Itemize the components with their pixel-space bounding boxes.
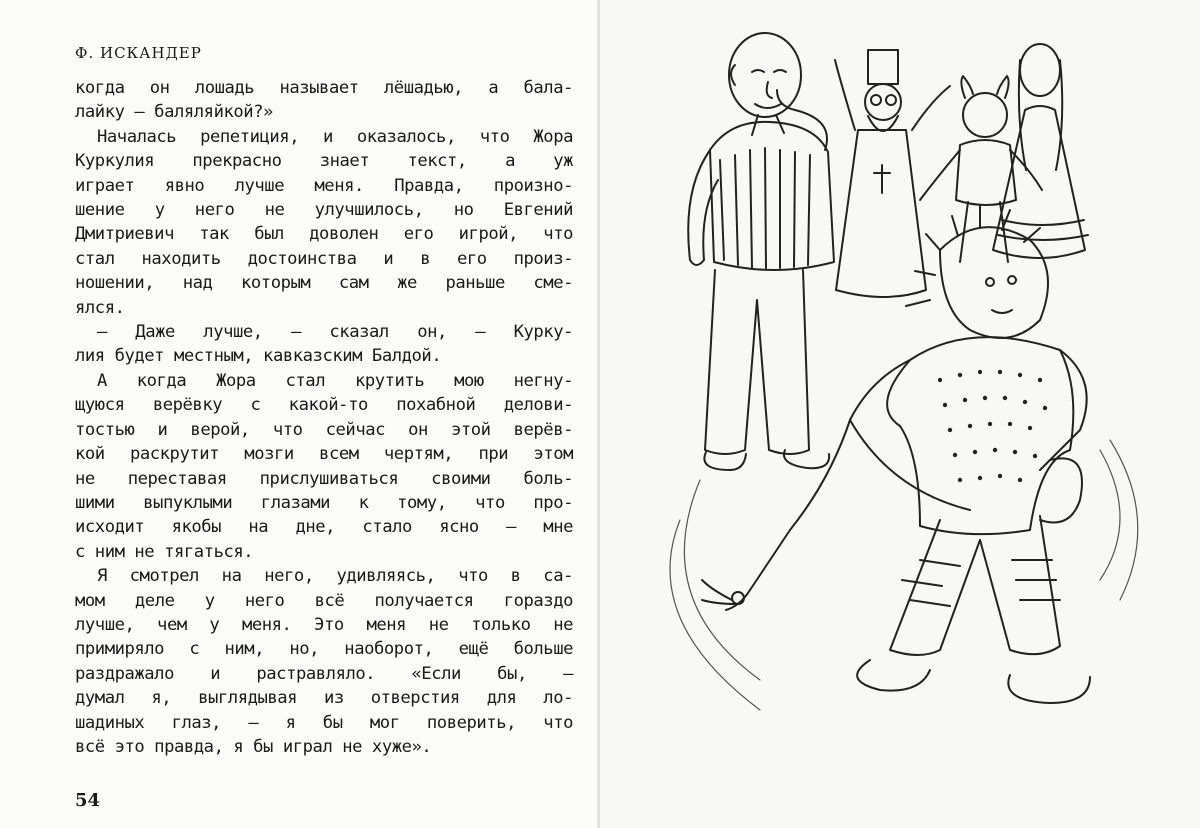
text-line: стал находить достоинства и в его произ- bbox=[75, 248, 573, 269]
text-line: Началась репетиция, и оказалось, что Жора bbox=[97, 126, 573, 147]
text-line: шение у него не улучшилось, но Евгений bbox=[75, 200, 573, 221]
text-line: раздражало и растравляло. «Если бы, — bbox=[75, 663, 573, 684]
text-line: ялся. bbox=[75, 297, 125, 318]
text-line: играет явно лучше меня. Правда, произно- bbox=[75, 175, 573, 196]
text-line: шими выпуклыми глазами к тому, что про- bbox=[75, 492, 573, 513]
horned-boy-figure bbox=[920, 76, 1042, 262]
running-head: Ф. ИСКАНДЕР bbox=[75, 44, 202, 62]
text-line: лайку — баляляйкой?» bbox=[75, 102, 273, 123]
rope-and-motion-lines bbox=[670, 420, 1138, 710]
text-line: шадиных глаз, — я бы мог поверить, что bbox=[75, 712, 573, 733]
text-line: лия будет местным, кавказским Балдой. bbox=[75, 346, 442, 367]
text-line: мом деле у него всё получается гораздо bbox=[75, 590, 573, 611]
zhora-figure bbox=[850, 206, 1090, 703]
text-line: Куркулия прекрасно знает текст, а уж bbox=[75, 151, 573, 172]
text-line: исходит якобы на дне, стало ясно — мне bbox=[75, 517, 573, 538]
text-line: Я смотрел на него, удивляясь, что в са- bbox=[97, 566, 573, 587]
body-text bbox=[75, 76, 573, 759]
text-line: ношении, над которым сам же раньше сме- bbox=[75, 273, 573, 294]
text-line: всё это правда, я бы играл не хуже». bbox=[75, 736, 432, 757]
text-line: когда он лошадь называет лёшадью, а бала- bbox=[75, 78, 573, 98]
text-line: с ним не тягаться. bbox=[75, 541, 254, 562]
text-line: тостью и верой, что сейчас он этой верёв- bbox=[75, 419, 573, 440]
text-line: кой раскрутит мозги всем чертям, при этом bbox=[75, 444, 573, 465]
text-line: примиряло с ним, но, наоборот, ещё больше bbox=[75, 639, 573, 660]
text-line: Дмитриевич так был доволен его игрой, что bbox=[75, 224, 573, 245]
line-drawing-illustration bbox=[640, 20, 1160, 740]
text-line: не переставая прислушиваться своими боль- bbox=[75, 468, 573, 489]
text-line: лучше, чем у меня. Это меня не только не bbox=[75, 614, 573, 635]
text-line: — Даже лучше, — сказал он, — Курку- bbox=[97, 322, 573, 343]
illustration bbox=[640, 20, 1160, 740]
page-number: 54 bbox=[75, 790, 101, 811]
text-line: щуюся верёвку с какой-то похабной делови- bbox=[75, 395, 573, 416]
bald-man-figure bbox=[688, 33, 834, 470]
priest-figure bbox=[835, 50, 950, 297]
text-line: думал я, выглядывая из отверстия для ло- bbox=[75, 688, 573, 709]
text-line: А когда Жора стал крутить мою негну- bbox=[97, 370, 573, 391]
